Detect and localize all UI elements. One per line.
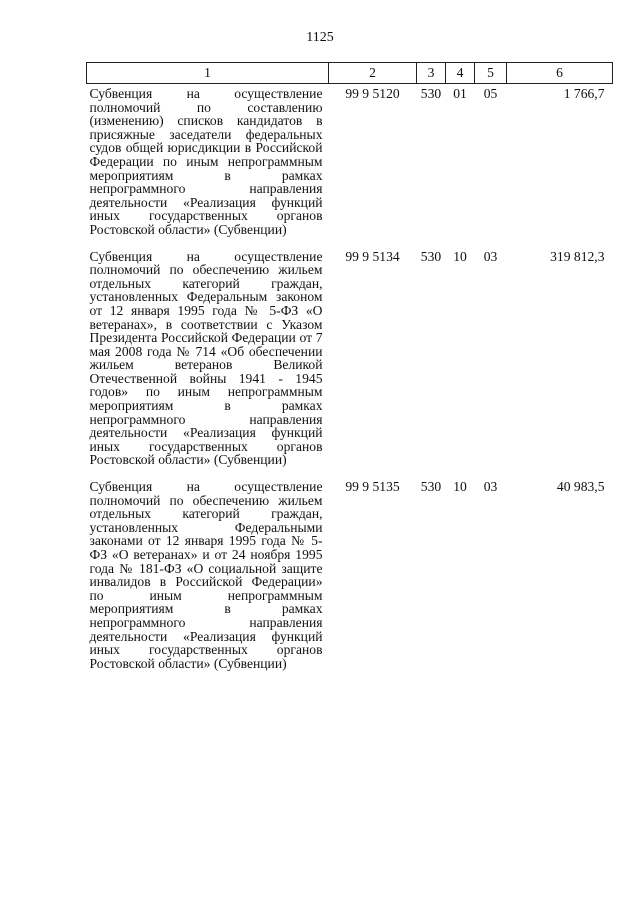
budget-table [86, 62, 613, 680]
column-header-5: 5 [475, 63, 507, 84]
row-amount: 1 766,7 [563, 86, 605, 101]
row-expense-type: 530 [420, 479, 442, 495]
column-header-1: 1 [87, 63, 329, 84]
row-description: Субвенция на осуществление полномочий по обеспечению жильем отдельных категорий граждан, установленных Федеральными законами от 12 января 1995 года № 5-ФЗ «О ветеранах» и от 24 ноября 1995 года № 181-ФЗ «О социальной защите инвалидов в Российской Федерации» по иным непрограммным мероприятиям в рамках непрограммного направления деятельности «Реализация функций иных государственных органов Ростовской области» (Субвенции) [89, 479, 323, 671]
row-subsection: 03 [483, 479, 498, 495]
row-section: 10 [453, 248, 467, 264]
row-description: Субвенция на осуществление полномочий по обеспечению жильем отдельных категорий граждан, установленных Федеральным законом от 12 января 1995 года № 5-ФЗ «О ветеранах», в соответствии с Указом Президента Российской Федерации от 7 мая 2008 года № 714 «Об обеспечении жильем ветеранов Великой Отечественной войны 1941 - 1945 годов» по иным непрограммным мероприятиям в рамках непрограммного направления деятельности «Реализация функций иных государственных органов Ростовской области» (Субвенции) [89, 248, 323, 468]
row-amount: 40 983,5 [556, 479, 605, 495]
column-header-4: 4 [446, 63, 475, 84]
column-header-6: 6 [507, 63, 613, 84]
page-number: 1125 [306, 30, 334, 45]
table-header-row [87, 63, 613, 84]
row-section: 10 [453, 479, 467, 495]
table-row [87, 247, 613, 478]
row-subsection: 03 [483, 248, 498, 264]
column-header-2: 2 [329, 63, 417, 84]
row-description: Субвенция на осуществление полномочий по составлению (изменению) списков кандидатов в присяжные заседатели федеральных судов общей юрисдикции в Российской Федерации по иным непрограммным мероприятиям в рамках непрограммного направления деятельности «Реализация функций иных государственных органов Ростовской области» (Субвенции) [89, 86, 323, 237]
table-row [87, 84, 613, 247]
row-target-code: 99 9 5120 [345, 86, 400, 101]
table-row [87, 477, 613, 680]
row-amount: 319 812,3 [550, 248, 605, 264]
row-target-code: 99 9 5134 [345, 248, 400, 264]
row-expense-type: 530 [420, 86, 442, 101]
row-target-code: 99 9 5135 [345, 479, 400, 495]
row-section: 01 [453, 86, 467, 101]
row-subsection: 05 [483, 86, 498, 101]
column-header-3: 3 [417, 63, 446, 84]
row-expense-type: 530 [420, 248, 442, 264]
